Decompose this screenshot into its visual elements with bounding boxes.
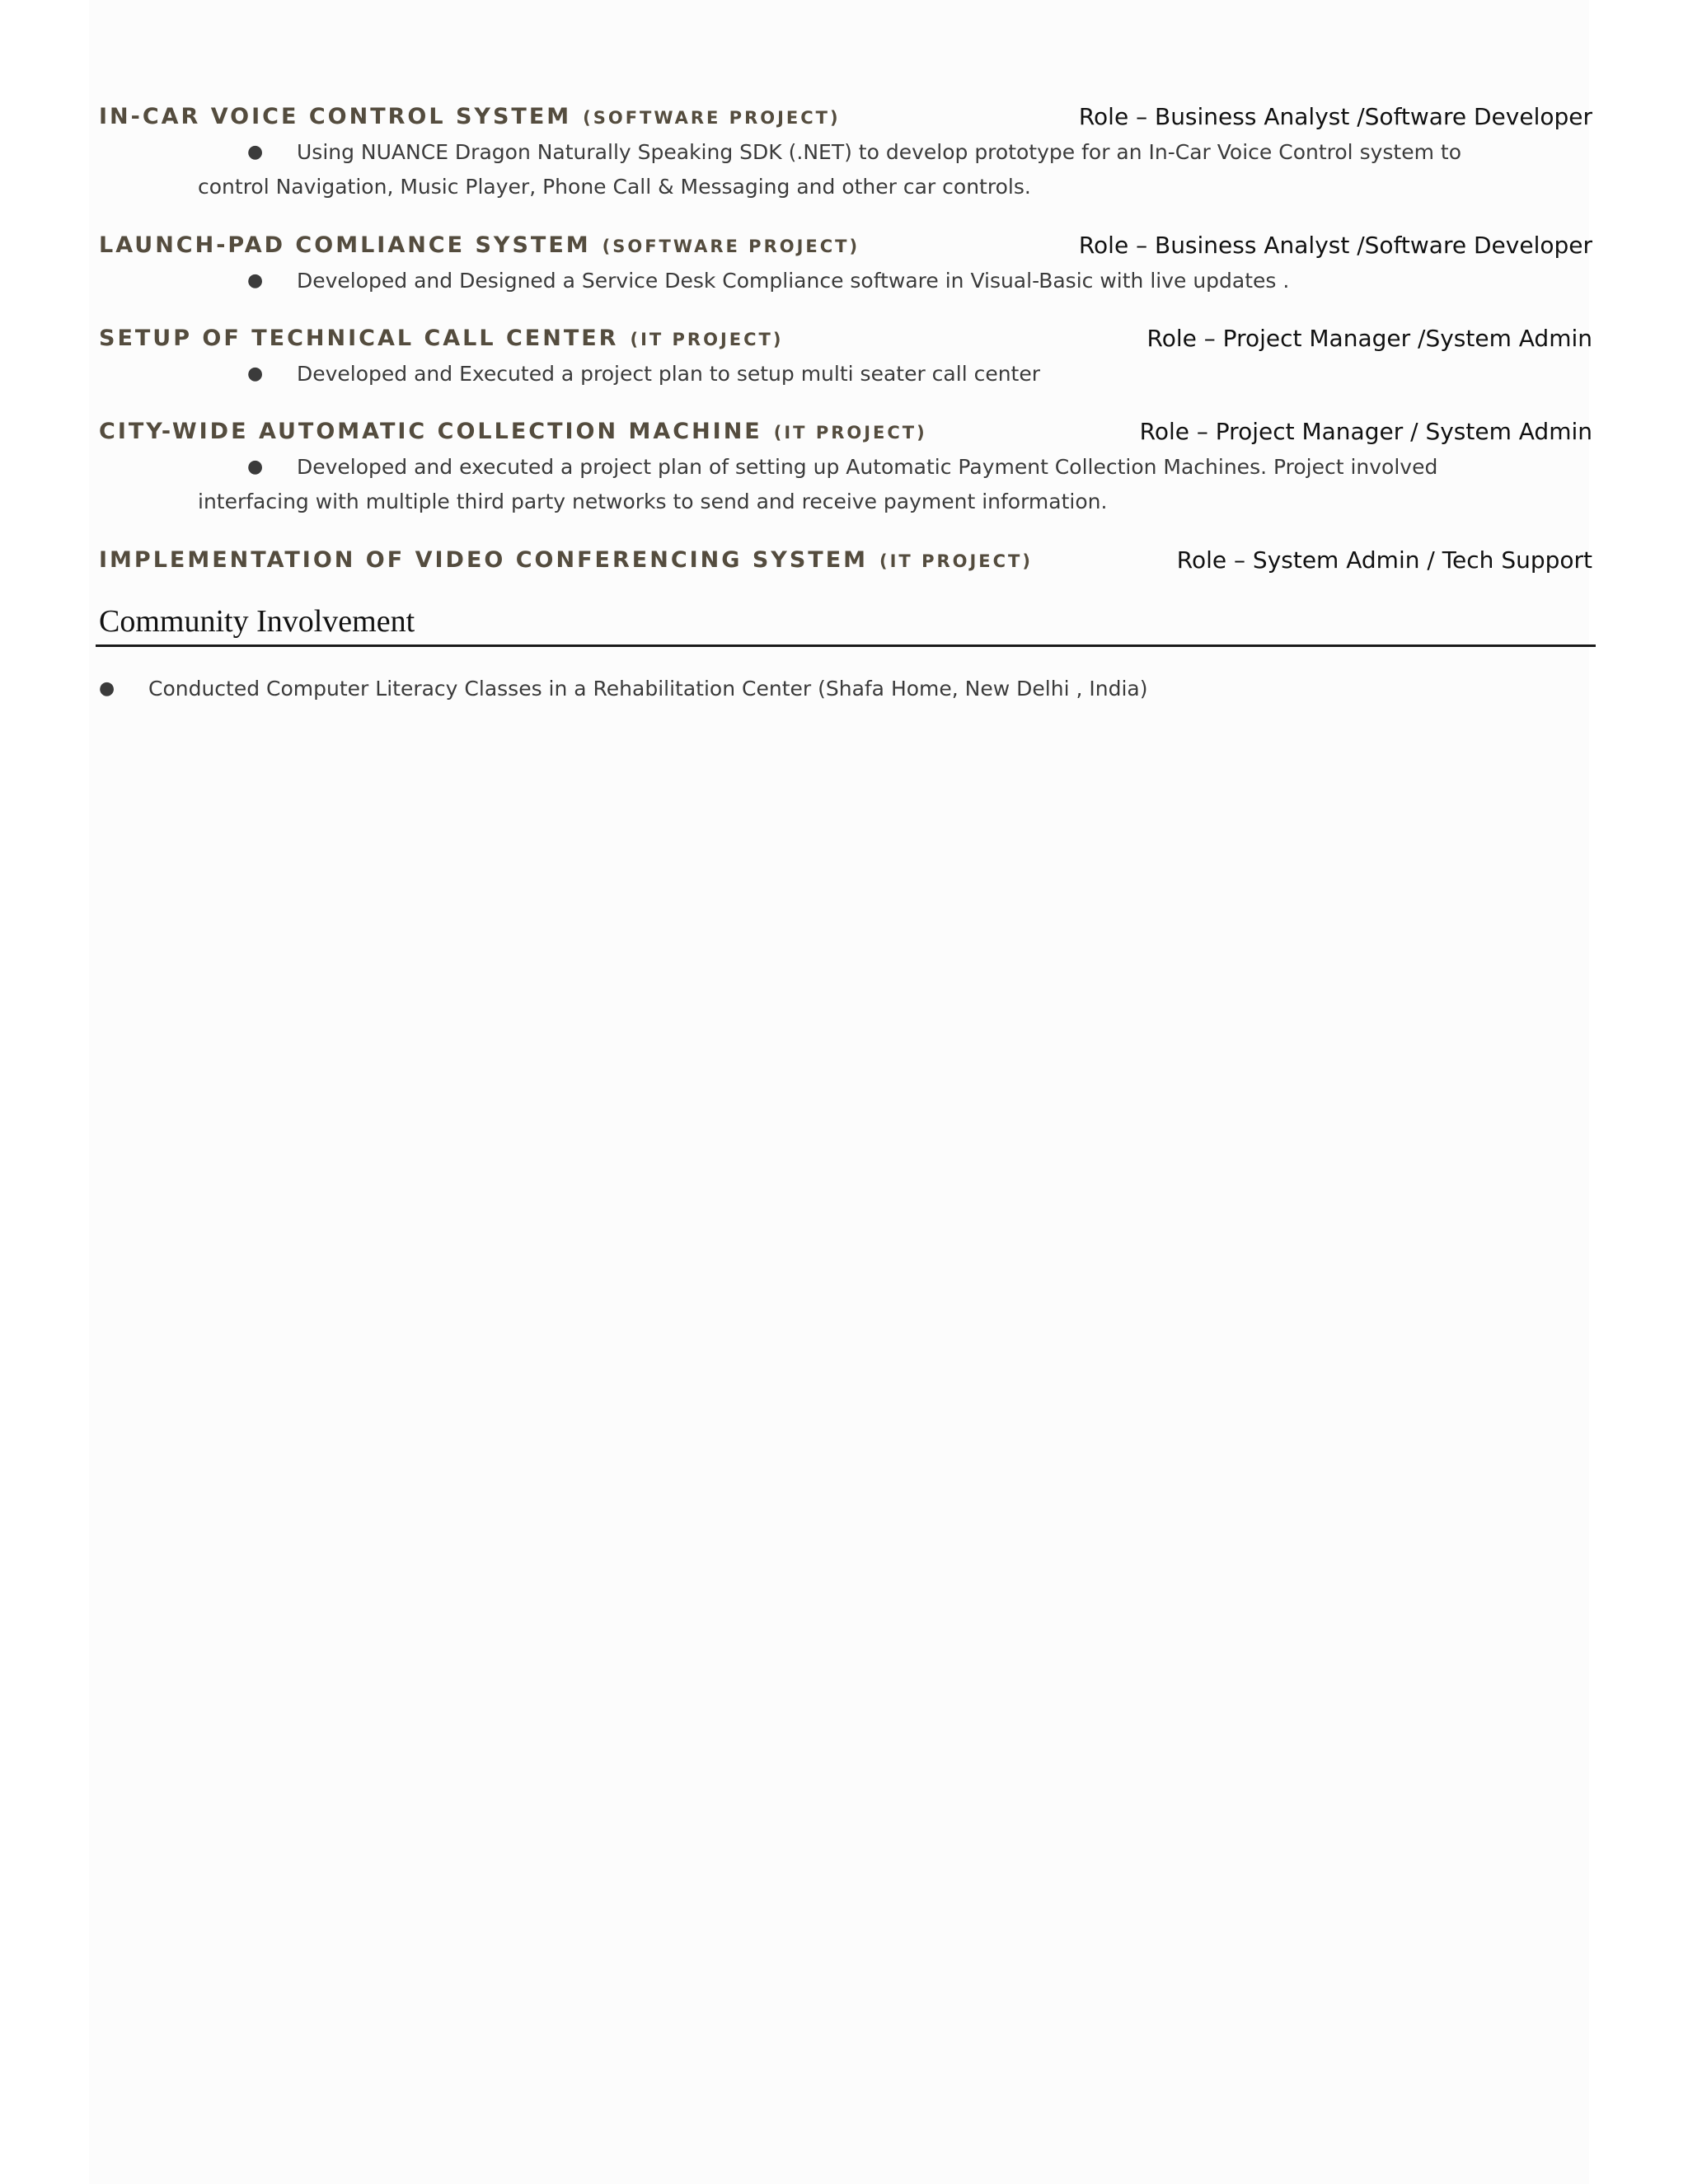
project-type-tag: (IT PROJECT)	[879, 551, 1033, 571]
project-bullet	[99, 450, 1592, 485]
community-item-text: Conducted Computer Literacy Classes in a Rehabilitation Center (Shafa Home, New Delhi , India)	[148, 677, 1148, 701]
community-item	[99, 672, 1592, 706]
bullet-icon: ●	[247, 363, 264, 384]
project-type-tag: (IT PROJECT)	[630, 330, 784, 349]
project-header	[99, 542, 1592, 579]
project-title	[99, 414, 927, 451]
project-title	[99, 321, 783, 358]
project-type-tag: (IT PROJECT)	[773, 423, 927, 443]
project-entry	[99, 321, 1592, 391]
project-type-tag: (SOFTWARE PROJECT)	[583, 108, 841, 128]
project-bullet	[99, 357, 1592, 391]
project-title-text: LAUNCH-PAD COMLIANCE SYSTEM	[99, 232, 591, 258]
bullet-text: Using NUANCE Dragon Naturally Speaking SDK (.NET) to develop prototype for an In-Car Voice Control system to	[297, 140, 1461, 164]
project-entry	[99, 99, 1592, 204]
project-title-text: IMPLEMENTATION OF VIDEO CONFERENCING SYSTEM	[99, 547, 869, 573]
bullet-continuation-text: interfacing with multiple third party networks to send and receive payment information.	[198, 490, 1108, 513]
project-entry	[99, 227, 1592, 298]
project-type-tag: (SOFTWARE PROJECT)	[602, 237, 860, 256]
bullet-text: Developed and executed a project plan of setting up Automatic Payment Collection Machines. Project involved	[297, 455, 1438, 479]
section-divider	[96, 644, 1596, 647]
project-role: Role – Business Analyst /Software Developer	[1078, 232, 1592, 259]
project-title	[99, 227, 860, 265]
project-title	[99, 99, 841, 136]
bullet-icon: ●	[99, 678, 115, 699]
project-entry	[99, 414, 1592, 519]
project-title-text: IN-CAR VOICE CONTROL SYSTEM	[99, 104, 572, 129]
project-bullet-continuation	[99, 170, 1592, 204]
project-role: Role – Business Analyst /Software Developer	[1078, 103, 1592, 130]
project-entry	[99, 542, 1592, 579]
project-bullet	[99, 264, 1592, 298]
bullet-icon: ●	[247, 457, 264, 477]
project-title-text: SETUP OF TECHNICAL CALL CENTER	[99, 326, 619, 351]
project-role: Role – Project Manager /System Admin	[1146, 325, 1592, 352]
project-role: Role – System Admin / Tech Support	[1176, 546, 1592, 574]
bullet-continuation-text: control Navigation, Music Player, Phone Call & Messaging and other car controls.	[198, 175, 1031, 199]
project-header	[99, 414, 1592, 450]
project-title	[99, 542, 1033, 579]
bullet-icon: ●	[247, 142, 264, 162]
project-header	[99, 227, 1592, 264]
bullet-text: Developed and Executed a project plan to setup multi seater call center	[297, 362, 1041, 386]
project-header	[99, 99, 1592, 135]
project-header	[99, 321, 1592, 357]
project-bullet-continuation	[99, 485, 1592, 519]
bullet-icon: ●	[247, 270, 264, 291]
project-role: Role – Project Manager / System Admin	[1139, 418, 1592, 445]
section-heading-community: Community Involvement	[99, 604, 415, 639]
project-title-text: CITY-WIDE AUTOMATIC COLLECTION MACHINE	[99, 419, 762, 444]
project-bullet	[99, 135, 1592, 170]
bullet-text: Developed and Designed a Service Desk Compliance software in Visual-Basic with live updates .	[297, 269, 1290, 293]
